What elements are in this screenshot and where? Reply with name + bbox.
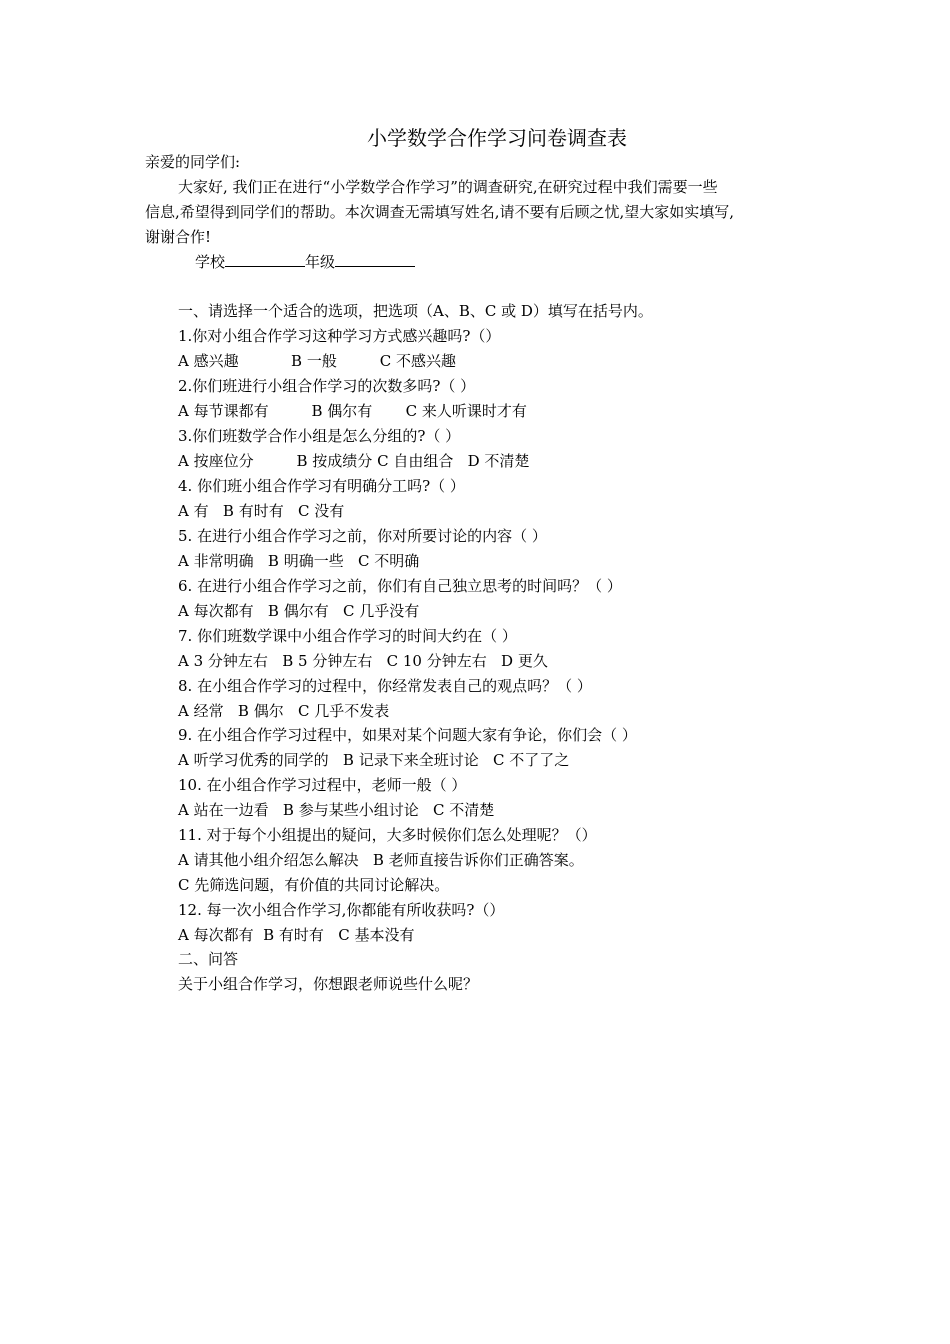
question-7: 7. 你们班数学课中小组合作学习的时间大约在（ ） bbox=[178, 627, 517, 645]
options-5: A 非常明确 B 明确一些 C 不明确 bbox=[178, 552, 420, 570]
grade-label: 年级 bbox=[305, 253, 336, 271]
school-blank[interactable] bbox=[225, 252, 305, 267]
intro-line-3: 谢谢合作! bbox=[145, 228, 212, 246]
page-title: 小学数学合作学习问卷调查表 bbox=[367, 126, 627, 150]
section2-heading: 二、问答 bbox=[178, 950, 239, 968]
grade-blank[interactable] bbox=[335, 252, 415, 267]
question-10: 10. 在小组合作学习过程中，老师一般（ ） bbox=[178, 776, 467, 794]
greeting: 亲爱的同学们: bbox=[145, 153, 241, 171]
question-5: 5. 在进行小组合作学习之前，你对所要讨论的内容（ ） bbox=[178, 527, 547, 545]
question-12: 12. 每一次小组合作学习,你都能有所收获吗?（） bbox=[178, 901, 505, 919]
options-1: A 感兴趣 B 一般 C 不感兴趣 bbox=[178, 352, 456, 370]
intro-line-2: 信息,希望得到同学们的帮助。本次调查无需填写姓名,请不要有后顾之忧,望大家如实填写, bbox=[145, 203, 735, 221]
options-3: A 按座位分 B 按成绩分 C 自由组合 D 不清楚 bbox=[178, 452, 530, 470]
options-9: A 听学习优秀的同学的 B 记录下来全班讨论 C 不了了之 bbox=[178, 751, 570, 769]
info-fields bbox=[195, 250, 415, 274]
school-label: 学校 bbox=[195, 253, 226, 271]
options-12: A 每次都有 B 有时有 C 基本没有 bbox=[178, 926, 415, 944]
question-9: 9. 在小组合作学习过程中，如果对某个问题大家有争论，你们会（ ） bbox=[178, 726, 637, 744]
options-10: A 站在一边看 B 参与某些小组讨论 C 不清楚 bbox=[178, 801, 495, 819]
question-3: 3.你们班数学合作小组是怎么分组的?（ ） bbox=[178, 427, 461, 445]
options-7: A 3 分钟左右 B 5 分钟左右 C 10 分钟左右 D 更久 bbox=[178, 652, 548, 670]
question-11: 11. 对于每个小组提出的疑问，大多时候你们怎么处理呢？（） bbox=[178, 826, 597, 844]
intro-line-1: 大家好, 我们正在进行“小学数学合作学习”的调查研究,在研究过程中我们需要一些 bbox=[178, 178, 718, 196]
options-4: A 有 B 有时有 C 没有 bbox=[178, 502, 345, 520]
question-4: 4. 你们班小组合作学习有明确分工吗?（ ） bbox=[178, 477, 465, 495]
section1-heading: 一、请选择一个适合的选项，把选项（A、B、C 或 D）填写在括号内。 bbox=[178, 302, 653, 320]
question-1: 1.你对小组合作学习这种学习方式感兴趣吗?（） bbox=[178, 327, 501, 345]
open-question: 关于小组合作学习，你想跟老师说些什么呢？ bbox=[178, 975, 479, 993]
options-11-c: C 先筛选问题，有价值的共同讨论解决。 bbox=[178, 876, 450, 894]
question-8: 8. 在小组合作学习的过程中，你经常发表自己的观点吗？（ ） bbox=[178, 677, 592, 695]
question-6: 6. 在进行小组合作学习之前，你们有自己独立思考的时间吗？（ ） bbox=[178, 577, 622, 595]
question-2: 2.你们班进行小组合作学习的次数多吗?（ ） bbox=[178, 377, 476, 395]
options-6: A 每次都有 B 偶尔有 C 几乎没有 bbox=[178, 602, 420, 620]
options-2: A 每节课都有 B 偶尔有 C 来人听课时才有 bbox=[178, 402, 527, 420]
options-11: A 请其他小组介绍怎么解决 B 老师直接告诉你们正确答案。 bbox=[178, 851, 584, 869]
options-8: A 经常 B 偶尔 C 几乎不发表 bbox=[178, 702, 390, 720]
